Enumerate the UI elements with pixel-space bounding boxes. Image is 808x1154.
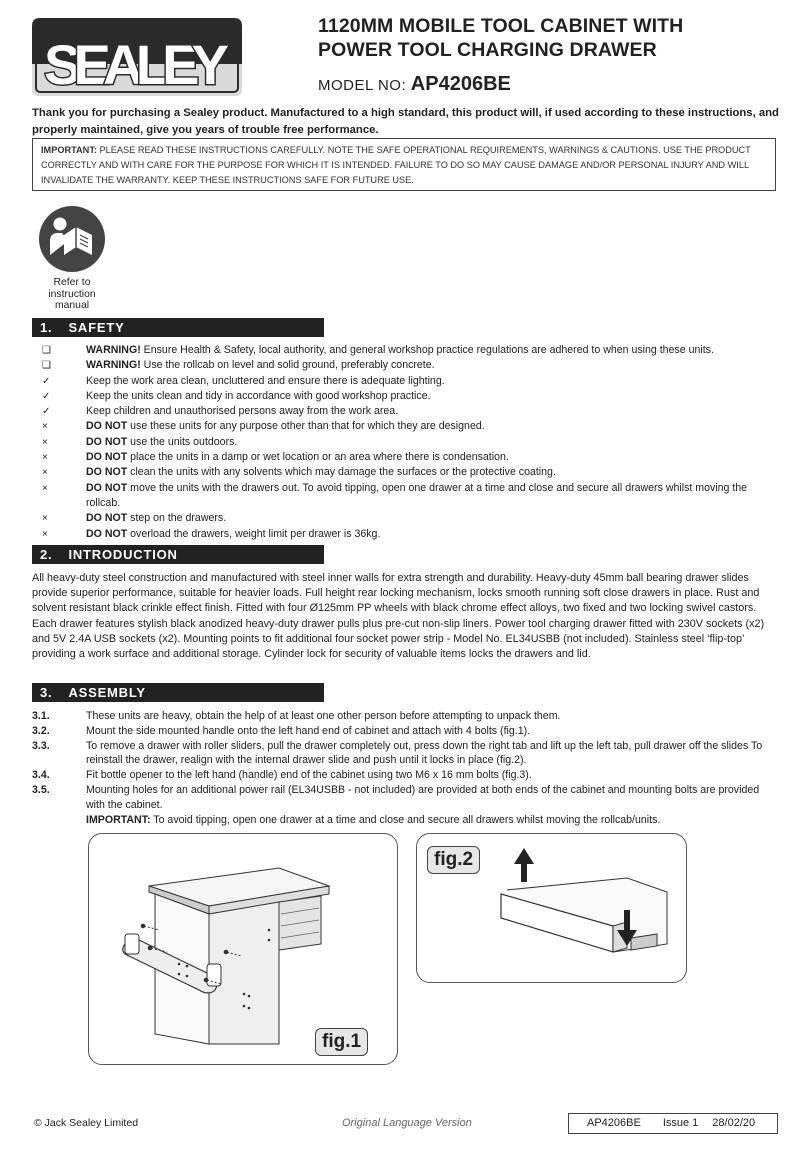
section-title: INTRODUCTION <box>68 547 178 562</box>
step-number: 3.3. <box>32 739 50 752</box>
bullet-marker: ✓ <box>42 390 51 402</box>
safety-item-body: step on the drawers. <box>127 512 227 525</box>
safety-item <box>32 511 780 526</box>
step-text: To remove a drawer with roller sliders, pull the drawer completely out, press down the right tab and lift up the left tab, pull drawer off the slides To reinstall the drawer, realign with the internal drawer slide and push until it locks in place (fig.2). <box>86 739 763 767</box>
safety-item-emphasis: WARNING! <box>86 344 141 356</box>
safety-item-text <box>86 389 431 404</box>
step-text: These units are heavy, obtain the help of at least one other person before attempting to unpack them. <box>86 710 561 722</box>
safety-item-body: Keep the work area clean, uncluttered and ensure there is adequate lighting. <box>86 374 445 387</box>
footer-issue: Issue 1 <box>662 1117 699 1129</box>
step-number-blank <box>32 813 86 828</box>
safety-item-body: move the units with the drawers out. To avoid tipping, open one drawer at a time and close and secure all drawers whilst moving the rollcab. <box>86 481 748 509</box>
title-line-1: 1120MM MOBILE TOOL CABINET WITH <box>318 15 684 37</box>
safety-item <box>32 419 780 434</box>
section-title: SAFETY <box>68 320 125 335</box>
assembly-important-note <box>32 813 780 828</box>
safety-item-text <box>86 343 714 358</box>
safety-item-body: Ensure Health & Safety, local authority, and general workshop practice regulations are adhered to when using these units. <box>140 344 714 356</box>
refer-manual-caption: Refer to instruction manual <box>48 277 96 311</box>
section-heading-safety <box>32 318 324 337</box>
safety-item-body: Keep the units clean and tidy in accordance with good workshop practice. <box>86 389 431 402</box>
figure-2 <box>416 833 687 983</box>
bullet-marker: ✓ <box>42 375 51 387</box>
safety-item-text <box>86 465 556 480</box>
safety-item-emphasis: WARNING! <box>86 359 141 372</box>
assembly-step <box>32 709 780 724</box>
section-title: ASSEMBLY <box>68 685 146 700</box>
assembly-list <box>32 709 780 827</box>
safety-item-body: use these units for any purpose other than that for which they are designed. <box>127 420 485 433</box>
safety-item-text <box>86 374 445 389</box>
bullet-marker: × <box>42 436 48 448</box>
sealey-logo <box>32 18 242 96</box>
bullet-marker: × <box>42 452 48 464</box>
footer-issue-box <box>568 1113 778 1134</box>
document-title <box>318 14 788 62</box>
footer-code: AP4206BE <box>587 1117 641 1129</box>
assembly-important-text <box>86 813 660 828</box>
safety-list <box>32 343 780 542</box>
safety-item <box>32 343 780 358</box>
assembly-step <box>32 783 780 813</box>
safety-item <box>32 358 780 373</box>
section-heading-introduction <box>32 545 324 564</box>
safety-item-body: Keep children and unauthorised persons away from the work area. <box>86 405 399 418</box>
safety-item <box>32 527 780 542</box>
figure-1 <box>88 833 398 1065</box>
intro-text: Thank you for purchasing a Sealey product. Manufactured to a high standard, this product will, if used according to these instructions, and properly maintained, give you years of trouble free performance. <box>32 107 779 136</box>
safety-item-emphasis: DO NOT <box>86 512 128 525</box>
important-notice <box>32 138 776 191</box>
logo-wordmark: SEALEY <box>44 33 230 96</box>
footer-date: 28/02/20 <box>712 1117 756 1129</box>
safety-item-text <box>86 358 435 373</box>
safety-item-body: place the units in a damp or wet location or an area where there is condensation. <box>127 451 509 464</box>
step-number: 3.1. <box>32 710 50 722</box>
important-text: PLEASE READ THESE INSTRUCTIONS CAREFULLY. NOTE THE SAFE OPERATIONAL REQUIREMENTS, WARNINGS & CAUTIONS. USE THE PRODUCT CORRECTLY AND WITH CARE FOR THE PURPOSE FOR WHICH IT IS INTENDED. FAILURE TO DO SO MAY CAUSE DAMAGE AND/OR PERSONAL INJURY AND WILL INVALIDATE THE WARRANTY. KEEP THESE INSTRUCTIONS SAFE FOR FUTURE USE. <box>41 145 751 185</box>
bullet-marker: ❑ <box>42 360 51 372</box>
safety-item-text <box>86 404 398 419</box>
safety-item <box>32 465 780 480</box>
assembly-important-body: To avoid tipping, open one drawer at a time and close and secure all drawers whilst moving the rollcab/units. <box>150 813 661 826</box>
safety-item-body: Use the rollcab on level and solid ground, preferably concrete. <box>140 359 435 372</box>
step-number: 3.5. <box>32 783 50 796</box>
bullet-marker: × <box>42 482 48 494</box>
bullet-marker: × <box>42 421 48 433</box>
safety-item-text <box>86 527 380 542</box>
safety-item-body: use the units outdoors. <box>127 435 238 448</box>
model-number <box>318 73 511 96</box>
safety-item <box>32 404 780 419</box>
section-number: 3. <box>40 685 53 700</box>
safety-item-text <box>86 481 780 512</box>
figure-2-label: fig.2 <box>427 846 480 874</box>
section-number: 1. <box>40 320 53 335</box>
safety-item-text <box>86 511 226 526</box>
footer-copyright: © Jack Sealey Limited <box>34 1117 139 1129</box>
safety-item <box>32 481 780 512</box>
safety-item <box>32 374 780 389</box>
safety-item-text <box>86 419 485 434</box>
safety-item-text <box>86 450 509 465</box>
safety-item-emphasis: DO NOT <box>86 435 128 448</box>
bullet-marker: ✓ <box>42 406 51 418</box>
assembly-step <box>32 724 780 739</box>
footer-version: Original Language Version <box>342 1117 472 1129</box>
model-value: AP4206BE <box>410 73 511 95</box>
safety-item <box>32 450 780 465</box>
assembly-step <box>32 768 780 783</box>
step-number: 3.2. <box>32 724 50 737</box>
step-number: 3.4. <box>32 769 50 782</box>
section-heading-assembly <box>32 683 324 702</box>
important-label: IMPORTANT: <box>41 145 97 155</box>
step-text: Fit bottle opener to the left hand (handle) end of the cabinet using two M6 x 16 mm bolts (fig.3). <box>86 769 532 782</box>
bullet-marker: ❑ <box>42 345 51 356</box>
bullet-marker: × <box>42 513 48 525</box>
model-label: MODEL NO: <box>318 77 411 94</box>
title-line-2: POWER TOOL CHARGING DRAWER <box>318 39 657 61</box>
assembly-important-label: IMPORTANT: <box>86 813 151 826</box>
step-text: Mounting holes for an additional power rail (EL34USBB - not included) are provided at both ends of the cabinet and mounting bolts are provided with the cabinet. <box>86 783 760 811</box>
assembly-step <box>32 739 780 769</box>
bullet-marker: × <box>42 528 48 540</box>
safety-item-emphasis: DO NOT <box>86 481 128 494</box>
safety-item-body: overload the drawers, weight limit per drawer is 36kg. <box>127 527 381 540</box>
step-text: Mount the side mounted handle onto the left hand end of cabinet and attach with 4 bolts (fig.1). <box>86 724 531 737</box>
safety-item-emphasis: DO NOT <box>86 466 128 479</box>
safety-item-emphasis: DO NOT <box>86 451 128 464</box>
safety-item <box>32 435 780 450</box>
safety-item-text <box>86 435 237 450</box>
safety-item-emphasis: DO NOT <box>86 527 128 540</box>
introduction-text: All heavy-duty steel construction and manufactured with steel inner walls for extra strength and durability. Heavy-duty 45mm ball bearing drawer slides provide superior performance, suitable for heavier loads. Full height rear locking mechanism, locks smooth running soft close drawers in place. Rust and solvent resistant black crinkle effect finish. Fitted with four Ø125mm PP wheels with black chrome effect alloys, two fixed and two locking swivel castors. Each drawer features stylish black anodized heavy-duty drawer pulls plus pre-cut non-slip liners. Power tool charging drawer fitted with 230V sockets (x2) and 5V 2.4A USB sockets (x2). Mounting points to fit additional four socket power strip - Model No. EL34USBB (not included). Stainless steel ‘flip-top’ providing a work surface and additional storage. Cylinder lock for security of valuable items locks the drawers and lid. <box>32 572 765 661</box>
safety-item-body: clean the units with any solvents which may damage the surfaces or the protective coating. <box>127 466 556 479</box>
safety-item-emphasis: DO NOT <box>86 420 128 433</box>
safety-item <box>32 389 780 404</box>
refer-manual-icon <box>38 205 106 273</box>
bullet-marker: × <box>42 467 48 479</box>
figure-1-label: fig.1 <box>315 1028 368 1056</box>
section-number: 2. <box>40 547 53 562</box>
